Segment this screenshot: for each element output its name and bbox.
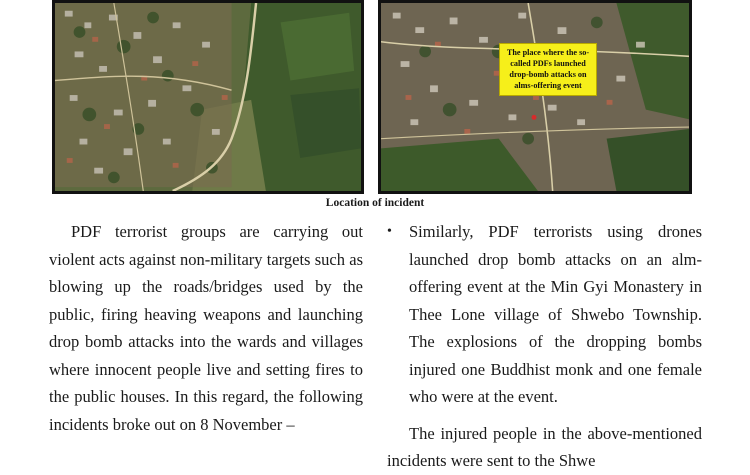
figure-caption: Location of incident [325, 197, 425, 209]
incident-bullet [387, 218, 702, 411]
bullet-icon: • [387, 224, 392, 239]
left-column [49, 218, 363, 438]
satellite-map-left [55, 3, 361, 191]
right-column [387, 218, 702, 475]
intro-paragraph: PDF terrorist groups are carrying out violent acts against non-military targets such as blowing up the roads/bridges used by the public, firing heaving weapons and launching drop bomb attacks into the wards and villages where innocent people live and setting fires to the public houses. In this regard, the following incidents broke out on 8 November – [49, 222, 363, 434]
bullet-text: Similarly, PDF terrorists using drones launched drop bomb attacks on an alm-offering event at the Min Gyi Monastery in Thee Lone village of Shwebo Township. The explosions of the dropping bombs injured one Buddhist monk and one female who were at the event. [409, 222, 702, 406]
satellite-map-right [381, 3, 689, 191]
satellite-image-overview [52, 0, 364, 194]
incident-callout-label: The place where the so-called PDFs launched drop-bomb attacks on alms-offering event [499, 43, 597, 96]
injured-paragraph: The injured people in the above-mentioned incidents were sent to the Shwe [387, 423, 702, 470]
satellite-image-incident [378, 0, 692, 194]
